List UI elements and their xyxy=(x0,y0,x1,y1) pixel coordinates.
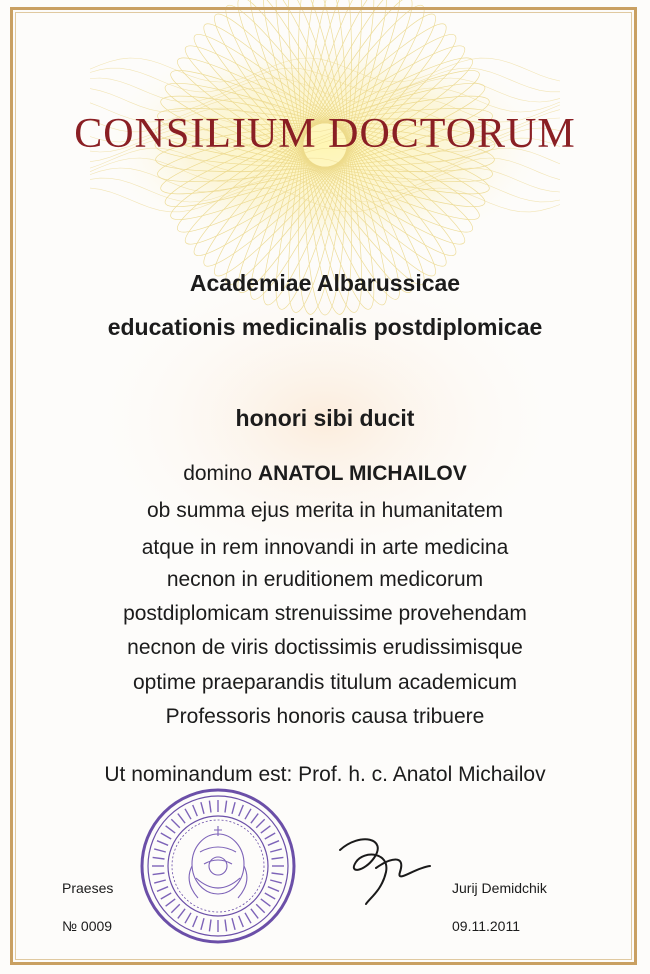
body-line: optime praeparandis titulum academicum xyxy=(132,671,518,694)
recipient-line xyxy=(0,462,650,486)
praeses-label: Praeses xyxy=(62,880,114,896)
body-line: ob summa ejus merita in humanitatem xyxy=(147,499,503,522)
recipient-name: ANATOL MICHAILOV xyxy=(257,462,467,485)
honori-text: honori sibi ducit xyxy=(235,405,415,431)
official-seal-icon xyxy=(138,786,298,946)
body-line: necnon de viris doctissimis erudissimisque xyxy=(127,636,523,659)
body-line: atque in rem innovandi in arte medicina xyxy=(141,536,509,559)
certificate-number: № 0009 xyxy=(62,918,113,934)
issue-date: 09.11.2011 xyxy=(452,918,520,934)
academy-line-2: educationis medicinalis postdiplomicae xyxy=(107,314,543,340)
signatory-name: Jurij Demidchik xyxy=(452,880,547,896)
body-line: necnon in eruditionem medicorum xyxy=(166,568,484,591)
body-line: postdiplomicam strenuissime provehendam xyxy=(123,602,527,625)
body-line: Professoris honoris causa tribuere xyxy=(165,705,485,728)
signature-icon xyxy=(330,828,440,908)
certificate-title: CONSILIUM DOCTORUM xyxy=(74,111,576,157)
academy-line-1: Academiae Albarussicae xyxy=(189,270,461,296)
recipient-prefix: domino xyxy=(183,462,253,485)
nomination-line: Ut nominandum est: Prof. h. c. Anatol Michailov xyxy=(104,763,546,786)
